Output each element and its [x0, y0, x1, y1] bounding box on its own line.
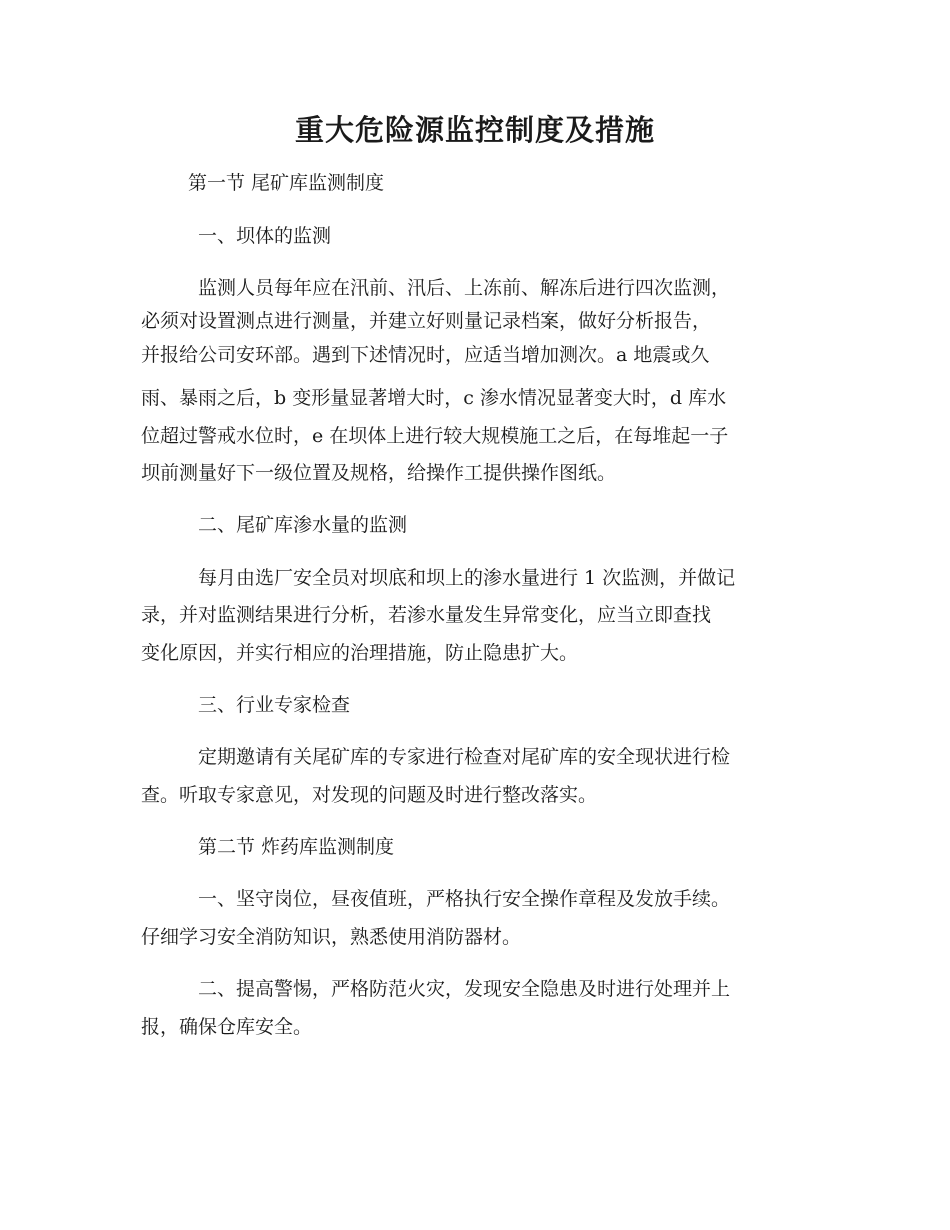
paragraph-line: 定期邀请有关尾矿库的专家进行检查对尾矿库的安全现状进行检: [198, 746, 731, 768]
paragraph-line: 必须对设置测点进行测量，并建立好则量记录档案，做好分析报告，: [141, 310, 712, 332]
subheading-dam-monitoring: 一、坝体的监测: [198, 225, 332, 247]
paragraph-line: 报，确保仓库安全。: [141, 1016, 313, 1038]
paragraph-line: 变化原因，并实行相应的治理措施，防止隐患扩大。: [141, 642, 579, 664]
paragraph-line: 位超过警戒水位时，e 在坝体上进行较大规模施工之后，在每堆起一子: [141, 425, 729, 447]
paragraph-line: 二、提高警惕，严格防范火灾，发现安全隐患及时进行处理并上: [198, 978, 731, 1000]
paragraph-line: 雨、暴雨之后，b 变形量显著增大时，c 渗水情况显著变大时，d 库水: [141, 387, 727, 409]
paragraph-line: 坝前测量好下一级位置及规格，给操作工提供操作图纸。: [141, 462, 617, 484]
subheading-seepage-monitoring: 二、尾矿库渗水量的监测: [198, 514, 408, 536]
paragraph-line: 一、坚守岗位，昼夜值班，严格执行安全操作章程及发放手续。: [198, 888, 731, 910]
document-title: 重大危险源监控制度及措施: [294, 113, 655, 147]
paragraph-line: 监测人员每年应在汛前、汛后、上冻前、解冻后进行四次监测，: [198, 277, 731, 299]
paragraph-line: 仔细学习安全消防知识，熟悉使用消防器材。: [141, 926, 522, 948]
paragraph-line: 并报给公司安环部。遇到下述情况时，应适当增加测次。a 地震或久: [141, 344, 710, 366]
paragraph-line: 录，并对监测结果进行分析，若渗水量发生异常变化，应当立即查找: [141, 604, 712, 626]
paragraph-line: 查。听取专家意见，对发现的问题及时进行整改落实。: [141, 784, 598, 806]
section-heading-explosives: 第二节 炸药库监测制度: [198, 836, 395, 858]
paragraph-line: 每月由选厂安全员对坝底和坝上的渗水量进行 1 次监测，并做记: [198, 567, 736, 589]
section-heading-tailings: 第一节 尾矿库监测制度: [188, 172, 385, 194]
subheading-expert-inspection: 三、行业专家检查: [198, 694, 351, 716]
